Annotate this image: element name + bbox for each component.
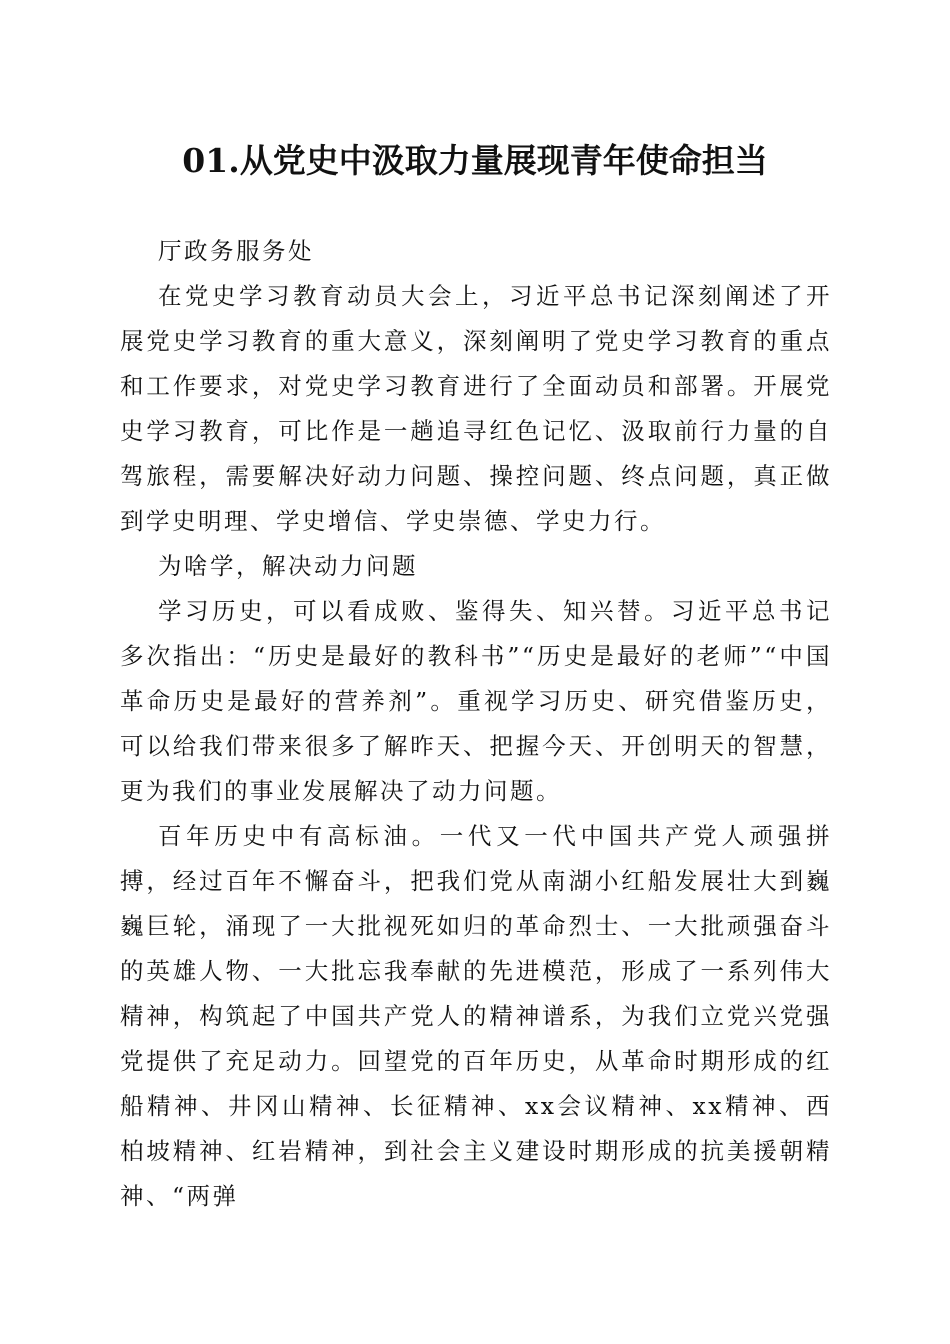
document-body bbox=[120, 229, 832, 1219]
author-line: 厅政务服务处 bbox=[158, 237, 314, 265]
paragraph-history: 学习历史，可以看成败、鉴得失、知兴替。习近平总书记多次指出：“历史是最好的教科书”“历史是最好的老师”“中国革命历史是最好的营养剂”。重视学习历史、研究借鉴历史，可以给我们带来很多了解昨天、把握今天、开创明天的智慧，更为我们的事业发展解决了动力问题。 bbox=[120, 597, 832, 805]
paragraph-intro: 在党史学习教育动员大会上，习近平总书记深刻阐述了开展党史学习教育的重大意义，深刻阐明了党史学习教育的重点和工作要求，对党史学习教育进行了全面动员和部署。开展党史学习教育，可比作是一趟追寻红色记忆、汲取前行力量的自驾旅程，需要解决好动力问题、操控问题、终点问题，真正做到学史明理、学史增信、学史崇德、学史力行。 bbox=[120, 282, 832, 535]
section-heading: 为啥学，解决动力问题 bbox=[158, 552, 418, 580]
page-title: 01.从党史中汲取力量展现青年使命担当 bbox=[182, 141, 768, 180]
paragraph-spirit: 百年历史中有高标油。一代又一代中国共产党人顽强拼搏，经过百年不懈奋斗，把我们党从南湖小红船发展壮大到巍巍巨轮，涌现了一大批视死如归的革命烈士、一大批顽强奋斗的英雄人物、一大批忘我奉献的先进模范，形成了一系列伟大精神，构筑起了中国共产党人的精神谱系，为我们立党兴党强党提供了充足动力。回望党的百年历史，从革命时期形成的红船精神、井冈山精神、长征精神、xx会议精神、xx精神、西柏坡精神、红岩精神，到社会主义建设时期形成的抗美援朝精神、“两弹 bbox=[120, 822, 832, 1210]
